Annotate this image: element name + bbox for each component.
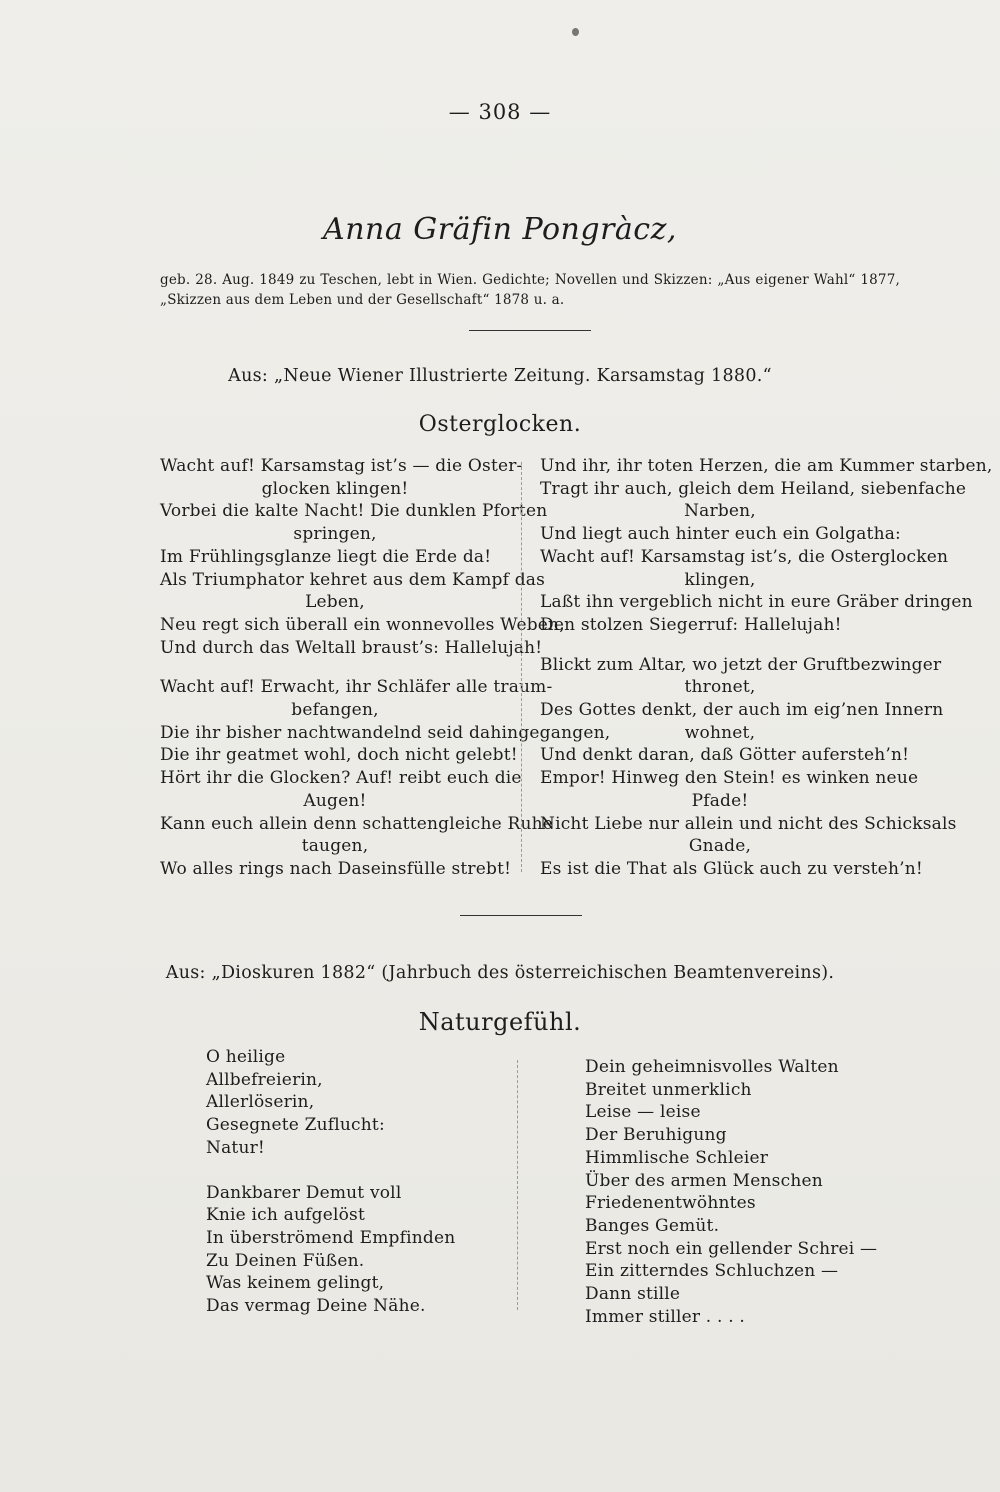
author-heading: Anna Gräfin Pongràcz, (323, 212, 677, 247)
verse-line: Augen! (303, 790, 367, 811)
verse-line: Leben, (305, 592, 365, 613)
verse-line: Es ist die That als Glück auch zu versteh’n! (540, 858, 923, 879)
verse-line: Gesegnete Zuflucht: (206, 1115, 385, 1136)
verse-line: Knie ich aufgelöst (206, 1205, 366, 1226)
verse-line: Und denkt daran, daß Götter aufersteh’n! (540, 745, 910, 766)
verse-line: Natur! (206, 1137, 265, 1158)
section-rule-top (469, 330, 591, 331)
verse-line: Über des armen Menschen (585, 1170, 823, 1191)
verse-line: Die ihr geatmet wohl, doch nicht gelebt! (160, 745, 518, 766)
verse-line: Vorbei die kalte Nacht! Die dunklen Pforten (160, 501, 548, 522)
verse-line: Wacht auf! Erwacht, ihr Schläfer alle traum- (160, 677, 553, 698)
verse-line: Im Frühlingsglanze liegt die Erde da! (160, 546, 492, 567)
verse-line: Der Beruhigung (585, 1125, 727, 1146)
verse-line: Himmlische Schleier (585, 1147, 769, 1168)
verse-line: klingen, (684, 569, 756, 590)
verse-line: Des Gottes denkt, der auch im eig’nen Innern (540, 700, 944, 721)
verse-line: Empor! Hinweg den Stein! es winken neue (540, 768, 919, 789)
author-biography: geb. 28. Aug. 1849 zu Teschen, lebt in Wien. Gedichte; Novellen und Skizzen: „Aus eigener Wahl“ 1877, „Skizzen aus dem Leben und der Gesellschaft“ 1878 u. a. (160, 272, 900, 308)
column-divider-2 (517, 1060, 518, 1310)
verse-line: Friedenentwöhntes (585, 1193, 756, 1214)
poem2-source: Aus: „Dioskuren 1882“ (Jahrbuch des österreichischen Beamtenvereins). (165, 963, 835, 983)
poem2-left-column (206, 1046, 496, 1318)
verse-line: Den stolzen Siegerruf: Hallelujah! (540, 614, 842, 635)
verse-line: Wacht auf! Karsamstag ist’s, die Osterglocken (540, 546, 949, 567)
verse-line: In überströmend Empfinden (206, 1227, 456, 1248)
verse-line: Ein zitterndes Schluchzen — (585, 1261, 839, 1282)
verse-line: thronet, (684, 677, 756, 698)
verse-line: Als Triumphator kehret aus dem Kampf das (160, 569, 546, 590)
poem2-right-column (585, 1056, 885, 1328)
verse-line: glocken klingen! (261, 478, 409, 499)
verse-line: Gnade, (688, 836, 752, 857)
verse-line: Wo alles rings nach Daseinsfülle strebt! (160, 858, 512, 879)
verse-line: befangen, (291, 700, 379, 721)
verse-line: Hört ihr die Glocken? Auf! reibt euch die (160, 768, 522, 789)
verse-line: Banges Gemüt. (585, 1215, 720, 1236)
verse-line: Dankbarer Demut voll (206, 1182, 402, 1203)
verse-line: Narben, (684, 501, 756, 522)
column-divider (521, 462, 522, 872)
verse-line: Und durch das Weltall braust’s: Hallelujah! (160, 637, 543, 658)
verse-line: Und liegt auch hinter euch ein Golgatha: (540, 524, 901, 545)
verse-line: Nicht Liebe nur allein und nicht des Schicksals (540, 813, 957, 834)
verse-line: Immer stiller . . . . (585, 1306, 746, 1327)
verse-line: Laßt ihn vergeblich nicht in eure Gräber dringen (540, 592, 973, 613)
poem1-right-column (540, 455, 993, 881)
verse-line: Leise — leise (585, 1102, 701, 1123)
verse-line: taugen, (301, 836, 369, 857)
verse-line: Dann stille (585, 1284, 681, 1305)
verse-line: wohnet, (684, 722, 756, 743)
verse-line: Erst noch ein gellender Schrei — (585, 1238, 878, 1259)
verse-line: Breitet unmerklich (585, 1079, 752, 1100)
verse-line: Das vermag Deine Nähe. (206, 1296, 426, 1317)
verse-line: springen, (293, 524, 377, 545)
page-number: — 308 — (448, 100, 552, 124)
section-rule-middle (460, 915, 582, 916)
verse-line: Blickt zum Altar, wo jetzt der Gruftbezwinger (540, 654, 942, 675)
poem2-title: Naturgefühl. (418, 1008, 582, 1036)
verse-line: Kann euch allein denn schattengleiche Ruhe (160, 813, 554, 834)
poem1-source: Aus: „Neue Wiener Illustrierte Zeitung. Karsamstag 1880.“ (228, 366, 772, 386)
verse-line: Die ihr bisher nachtwandelnd seid dahingegangen, (160, 722, 611, 743)
poem1-left-column (160, 455, 611, 881)
verse-line: Dein geheimnisvolles Walten (585, 1057, 839, 1077)
verse-line: Neu regt sich überall ein wonnevolles Weben, (160, 614, 565, 635)
verse-line: Pfade! (691, 790, 749, 811)
verse-line: O heilige (206, 1047, 286, 1067)
verse-line: Allerlöserin, (206, 1092, 315, 1113)
verse-line: Allbefreierin, (206, 1069, 323, 1090)
verse-line: Zu Deinen Füßen. (206, 1250, 365, 1271)
stanza-break (206, 1160, 496, 1182)
verse-line: Wacht auf! Karsamstag ist’s — die Oster- (160, 456, 523, 476)
poem1-title: Osterglocken. (418, 412, 582, 437)
verse-line: Was keinem gelingt, (206, 1273, 385, 1294)
stanza-break (160, 659, 510, 676)
ink-speck (572, 28, 579, 36)
stanza-break (540, 637, 900, 654)
verse-line: Und ihr, ihr toten Herzen, die am Kummer starben, (540, 456, 993, 476)
verse-line: Tragt ihr auch, gleich dem Heiland, siebenfache (540, 478, 967, 499)
